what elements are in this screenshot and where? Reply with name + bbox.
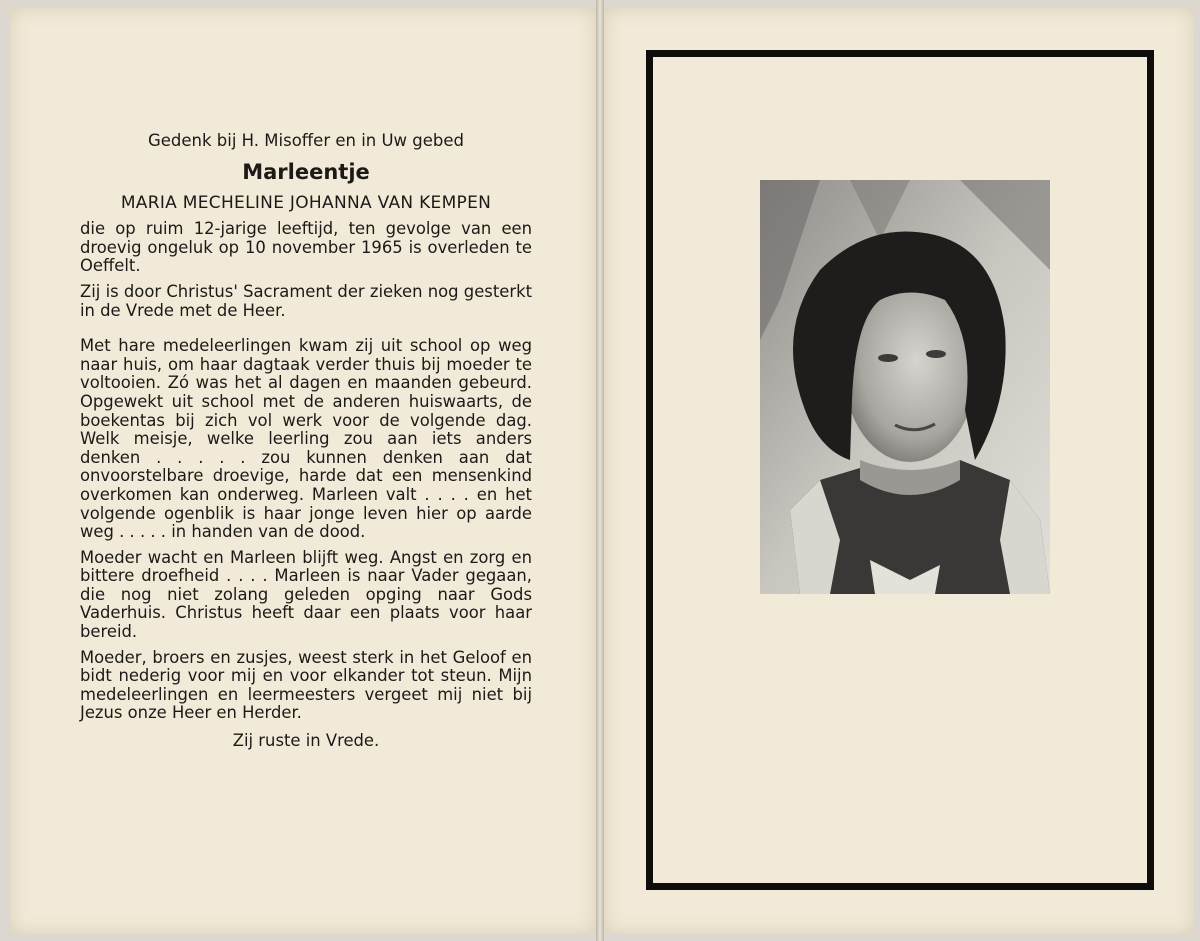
paragraph-family: Moeder, broers en zusjes, weest sterk in het Geloof en bidt nederig voor mij en voor elkander tot steun. Mijn medeleerlingen en leermeesters vergeet mij niet bij Jezus onze Heer en Herder. (80, 647, 532, 723)
full-name: MARIA MECHELINE JOHANNA VAN KEMPEN (120, 192, 492, 213)
memorial-text (80, 132, 532, 767)
paragraph-sacrament: Zij is door Christus' Sacrament der zieken nog gesterkt in de Vrede met de Heer. (80, 281, 532, 320)
paragraph-death: die op ruim 12-jarige leeftijd, ten gevolge van een droevig ongeluk op 10 november 1965 is overleden te Oeffelt. (80, 219, 532, 276)
left-card-page (10, 8, 596, 934)
nickname-title: Marleentje (242, 159, 370, 184)
paragraph-mother: Moeder wacht en Marleen blijft weg. Angst en zorg en bittere droefheid . . . . Marleen is naar Vader gegaan, die nog niet zolang geleden opging naar Gods Vaderhuis. Christus heeft daar een plaats voor haar bereid. (80, 547, 532, 642)
paragraph-accident: Met hare medeleerlingen kwam zij uit school op weg naar huis, om haar dagtaak verder thuis bij moeder te voltooien. Zó was het al dagen en maanden gebeurd. Opgewekt uit school met de anderen huiswaarts, de boekentas bij zich vol werk voor de volgende dag. Welk meisje, welke leerling zou aan iets anders denken . . . . . zou kunnen denken aan dat onvoorstelbare droevige, harde dat een mensenkind overkomen kan onderweg. Marleen valt . . . . en het volgende ogenblik is haar jonge leven hier op aarde weg . . . . . in handen van de dood. (80, 336, 532, 542)
memorial-intro: Gedenk bij H. Misoffer en in Uw gebed (147, 131, 465, 150)
card-fold (596, 0, 604, 941)
portrait-illustration (760, 180, 1050, 594)
closing-line: Zij ruste in Vrede. (232, 731, 380, 751)
right-card-page (604, 8, 1194, 934)
portrait-photo (760, 180, 1050, 594)
